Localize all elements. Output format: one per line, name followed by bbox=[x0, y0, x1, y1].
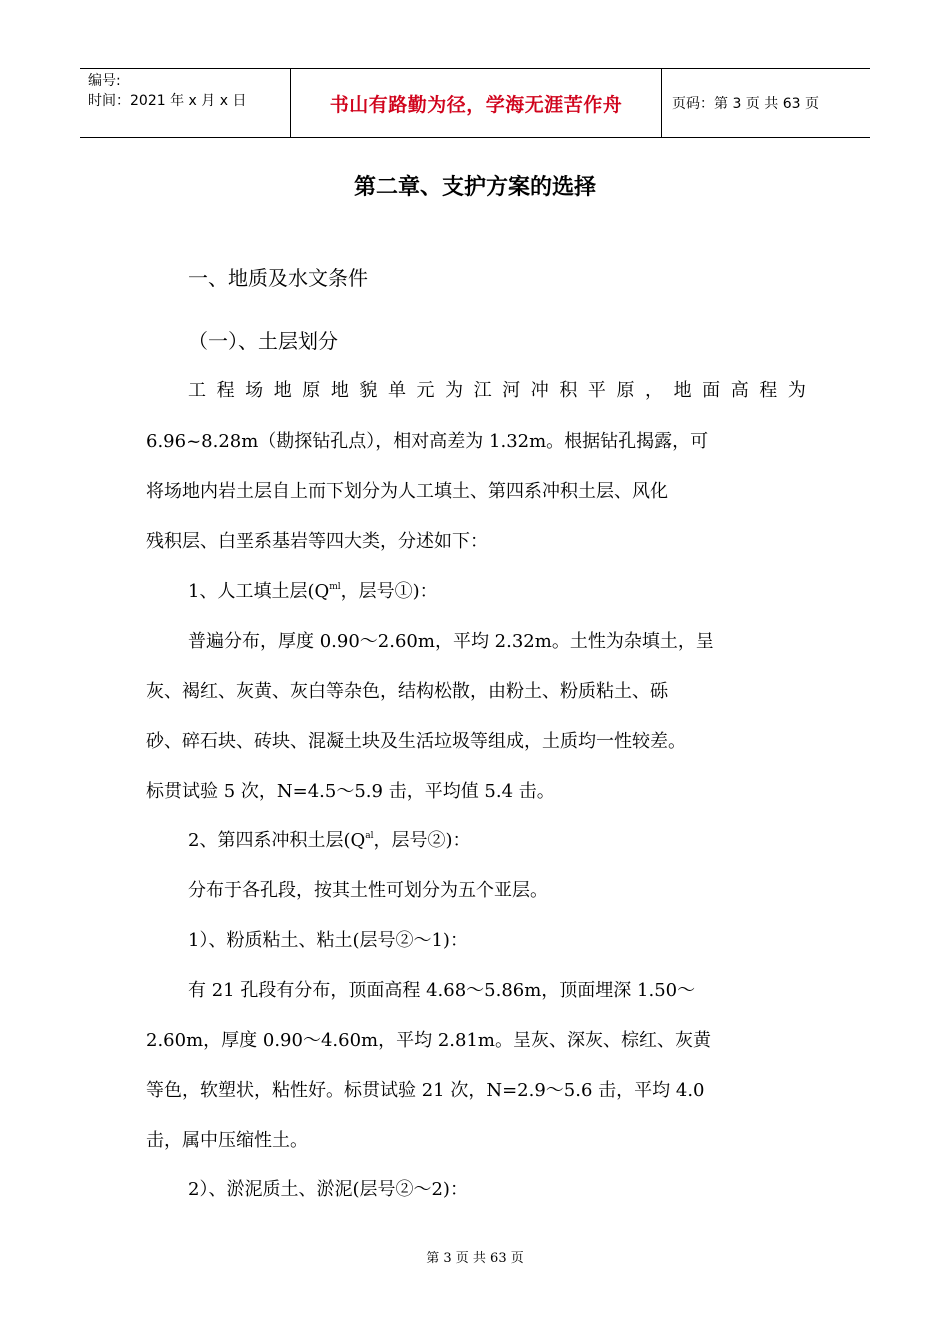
paragraph-char: 平 bbox=[587, 380, 606, 401]
paragraph-line bbox=[188, 376, 806, 402]
paragraph-char: 程 bbox=[759, 380, 778, 401]
layer-heading-text: ，层号①)： bbox=[340, 581, 438, 602]
paragraph-line: 分布于各孔段，按其土性可划分为五个亚层。 bbox=[188, 880, 548, 901]
paragraph-char: 地 bbox=[673, 380, 692, 401]
header-table bbox=[80, 68, 870, 138]
paragraph-line: 击，属中压缩性土。 bbox=[146, 1130, 308, 1151]
paragraph-char: 单 bbox=[387, 380, 406, 401]
layer-heading-text: 2、第四系冲积土层(Q bbox=[188, 830, 366, 851]
page-info: 页码：第 3 页 共 63 页 bbox=[672, 96, 819, 112]
paragraph-char: 积 bbox=[559, 380, 578, 401]
paragraph-char: 工 bbox=[188, 380, 206, 401]
number-label: 编号: bbox=[88, 73, 121, 89]
paragraph-char: 地 bbox=[330, 380, 349, 401]
paragraph-char: 为 bbox=[787, 380, 806, 401]
paragraph-char: 地 bbox=[273, 380, 292, 401]
sublayer-heading: 1）、粉质粘土、粘土(层号②～1)： bbox=[188, 930, 468, 951]
layer-heading-sup: ml bbox=[329, 582, 341, 592]
section-heading: 一、地质及水文条件 bbox=[188, 266, 368, 290]
paragraph-line: 将场地内岩土层自上而下划分为人工填土、第四系冲积土层、风化 bbox=[146, 481, 668, 502]
motto: 书山有路勤为径，学海无涯苦作舟 bbox=[290, 69, 662, 137]
paragraph-char: 程 bbox=[216, 380, 235, 401]
chapter-title: 第二章、支护方案的选择 bbox=[353, 175, 596, 200]
paragraph-line: 灰、褐红、灰黄、灰白等杂色，结构松散，由粉土、粉质粘土、砾 bbox=[146, 681, 668, 702]
paragraph-char: 原 bbox=[302, 380, 321, 401]
paragraph-char: 原 bbox=[616, 380, 635, 401]
layer-heading-text: 1、人工填土层(Q bbox=[188, 581, 330, 602]
paragraph-char: 貌 bbox=[359, 380, 378, 401]
paragraph-char: 河 bbox=[502, 380, 521, 401]
paragraph-line: 等色，软塑状，粘性好。标贯试验 21 次，N=2.9～5.6 击，平均 4.0 bbox=[146, 1080, 705, 1101]
paragraph-line: 6.96~8.28m（勘探钻孔点），相对高差为 1.32m。根据钻孔揭露，可 bbox=[146, 431, 709, 452]
layer-heading bbox=[188, 826, 848, 852]
paragraph-char: 场 bbox=[245, 380, 264, 401]
paragraph-line: 有 21 孔段有分布，顶面高程 4.68～5.86m，顶面埋深 1.50～ bbox=[188, 980, 696, 1001]
paragraph-line: 砂、碎石块、砖块、混凝土块及生活垃圾等组成，土质均一性较差。 bbox=[146, 731, 686, 752]
layer-heading-text: ，层号②)： bbox=[373, 830, 471, 851]
paragraph-char: 面 bbox=[702, 380, 721, 401]
layer-heading-sup: al bbox=[365, 831, 374, 841]
paragraph-line: 残积层、白垩系基岩等四大类，分述如下： bbox=[146, 531, 488, 552]
paragraph-char: 高 bbox=[730, 380, 749, 401]
paragraph-char: ， bbox=[645, 380, 663, 401]
paragraph-char: 冲 bbox=[530, 380, 549, 401]
paragraph-line: 2.60m，厚度 0.90～4.60m，平均 2.81m。呈灰、深灰、棕红、灰黄 bbox=[146, 1030, 711, 1051]
paragraph-char: 为 bbox=[445, 380, 464, 401]
paragraph-line: 普遍分布，厚度 0.90～2.60m，平均 2.32m。土性为杂填土，呈 bbox=[188, 631, 714, 652]
subsection-heading: （一）、土层划分 bbox=[188, 329, 338, 353]
layer-heading bbox=[188, 577, 848, 603]
paragraph-char: 江 bbox=[473, 380, 492, 401]
sublayer-heading: 2）、淤泥质土、淤泥(层号②～2)： bbox=[188, 1179, 468, 1200]
paragraph-line: 标贯试验 5 次，N=4.5～5.9 击，平均值 5.4 击。 bbox=[146, 781, 555, 802]
time-label: 时间：2021 年 x 月 x 日 bbox=[88, 93, 247, 109]
header-left-cell bbox=[80, 69, 290, 137]
page-footer: 第 3 页 共 63 页 bbox=[426, 1251, 524, 1266]
paragraph-char: 元 bbox=[416, 380, 435, 401]
